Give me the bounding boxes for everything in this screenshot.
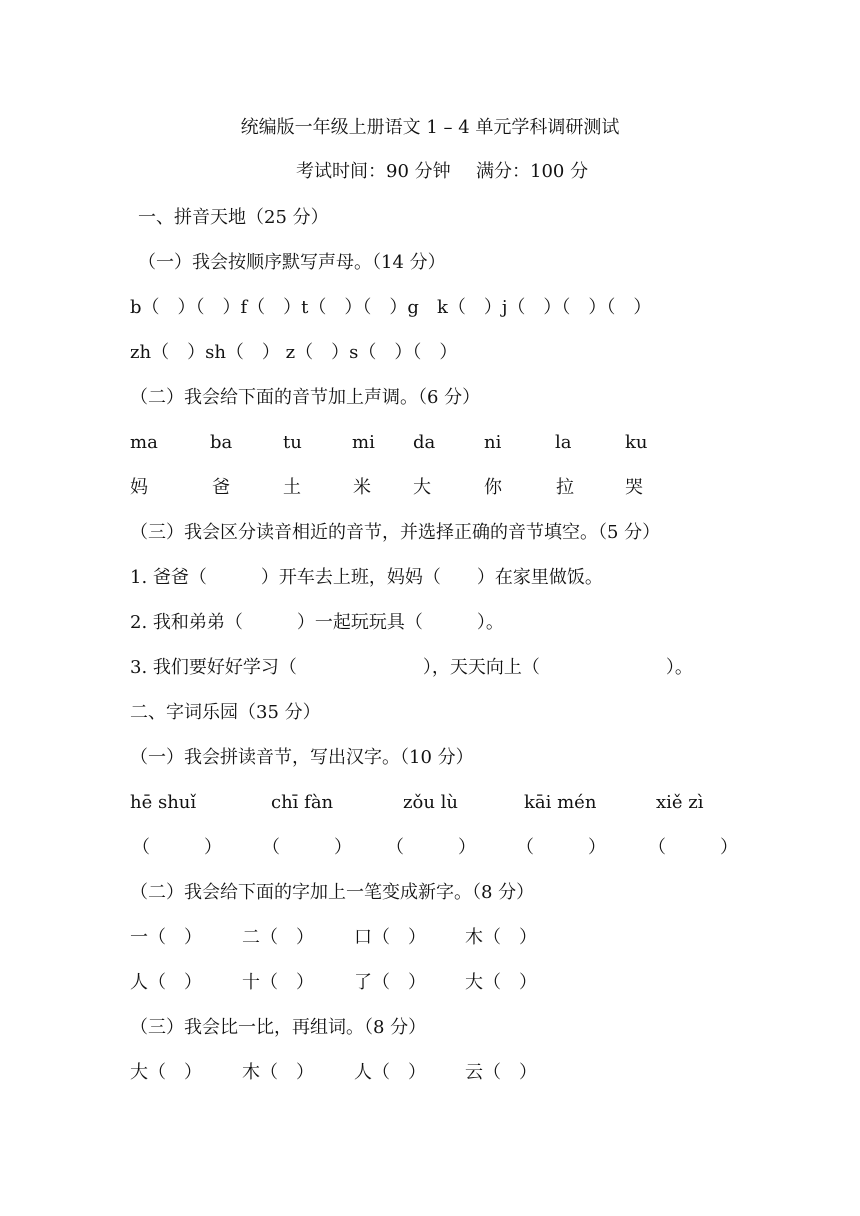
char-blank: 一（ ） — [130, 927, 202, 948]
part1-q1-heading: （一）我会按顺序默写声母。（14 分） — [138, 252, 446, 273]
char-blank: 十（ ） — [242, 972, 314, 993]
hanzi-item: 你 — [484, 477, 502, 498]
char-blank: 木（ ） — [242, 1062, 314, 1083]
hanzi-item: 妈 — [130, 477, 148, 498]
pinyin-item: ni — [484, 432, 502, 453]
answer-blank: （ ） — [132, 837, 222, 858]
fill-sentence-3: 3. 我们要好好学习（ ），天天向上（ ）。 — [130, 657, 693, 678]
char-blank: 人（ ） — [130, 972, 202, 993]
part2-q1-heading: （一）我会拼读音节，写出汉字。（10 分） — [130, 747, 474, 768]
answer-blank: （ ） — [516, 837, 606, 858]
pinyin-item: la — [555, 432, 572, 453]
pinyin-word: kāi mén — [524, 792, 597, 813]
char-blank: 了（ ） — [354, 972, 426, 993]
fill-sentence-2: 2. 我和弟弟（ ）一起玩玩具（ ）。 — [130, 612, 504, 633]
pinyin-word: zǒu lù — [403, 792, 458, 813]
exam-time: 考试时间：90 分钟 — [296, 161, 451, 182]
part2-q3-heading: （三）我会比一比，再组词。（8 分） — [130, 1017, 427, 1038]
char-blank: 大（ ） — [130, 1062, 202, 1083]
pinyin-item: tu — [283, 432, 302, 453]
answer-blank: （ ） — [648, 837, 738, 858]
hanzi-item: 拉 — [556, 477, 574, 498]
page-title: 统编版一年级上册语文 1 – 4 单元学科调研测试 — [240, 117, 620, 138]
pinyin-item: ba — [210, 432, 233, 453]
part2-heading: 二、字词乐园（35 分） — [130, 702, 321, 723]
char-blank: 木（ ） — [465, 927, 537, 948]
exam-full-score: 满分：100 分 — [476, 161, 589, 182]
answer-blank: （ ） — [262, 837, 352, 858]
pinyin-item: mi — [352, 432, 375, 453]
part2-q2-heading: （二）我会给下面的字加上一笔变成新字。（8 分） — [130, 882, 535, 903]
char-blank: 大（ ） — [465, 972, 537, 993]
initials-row-1: b（ ）（ ）f（ ）t（ ）（ ）g k（ ）j（ ）（ ）（ ） — [130, 297, 652, 318]
fill-sentence-1: 1. 爸爸（ ）开车去上班，妈妈（ ）在家里做饭。 — [130, 567, 603, 588]
pinyin-word: xiě zì — [656, 792, 704, 813]
initials-row-2: zh（ ）sh（ ） z（ ）s（ ）（ ） — [130, 342, 458, 363]
hanzi-item: 土 — [283, 477, 301, 498]
char-blank: 二（ ） — [242, 927, 314, 948]
hanzi-item: 大 — [413, 477, 431, 498]
part1-q3-heading: （三）我会区分读音相近的音节，并选择正确的音节填空。（5 分） — [130, 522, 661, 543]
pinyin-item: ku — [625, 432, 648, 453]
pinyin-item: da — [413, 432, 436, 453]
pinyin-word: chī fàn — [271, 792, 334, 813]
hanzi-item: 米 — [353, 477, 371, 498]
pinyin-word: hē shuǐ — [130, 792, 197, 813]
part1-heading: 一、拼音天地（25 分） — [138, 207, 329, 228]
answer-blank: （ ） — [386, 837, 476, 858]
hanzi-item: 哭 — [625, 477, 643, 498]
pinyin-item: ma — [130, 432, 158, 453]
hanzi-item: 爸 — [212, 477, 230, 498]
char-blank: 口（ ） — [354, 927, 426, 948]
char-blank: 人（ ） — [354, 1062, 426, 1083]
part1-q2-heading: （二）我会给下面的音节加上声调。（6 分） — [130, 387, 481, 408]
char-blank: 云（ ） — [465, 1062, 537, 1083]
